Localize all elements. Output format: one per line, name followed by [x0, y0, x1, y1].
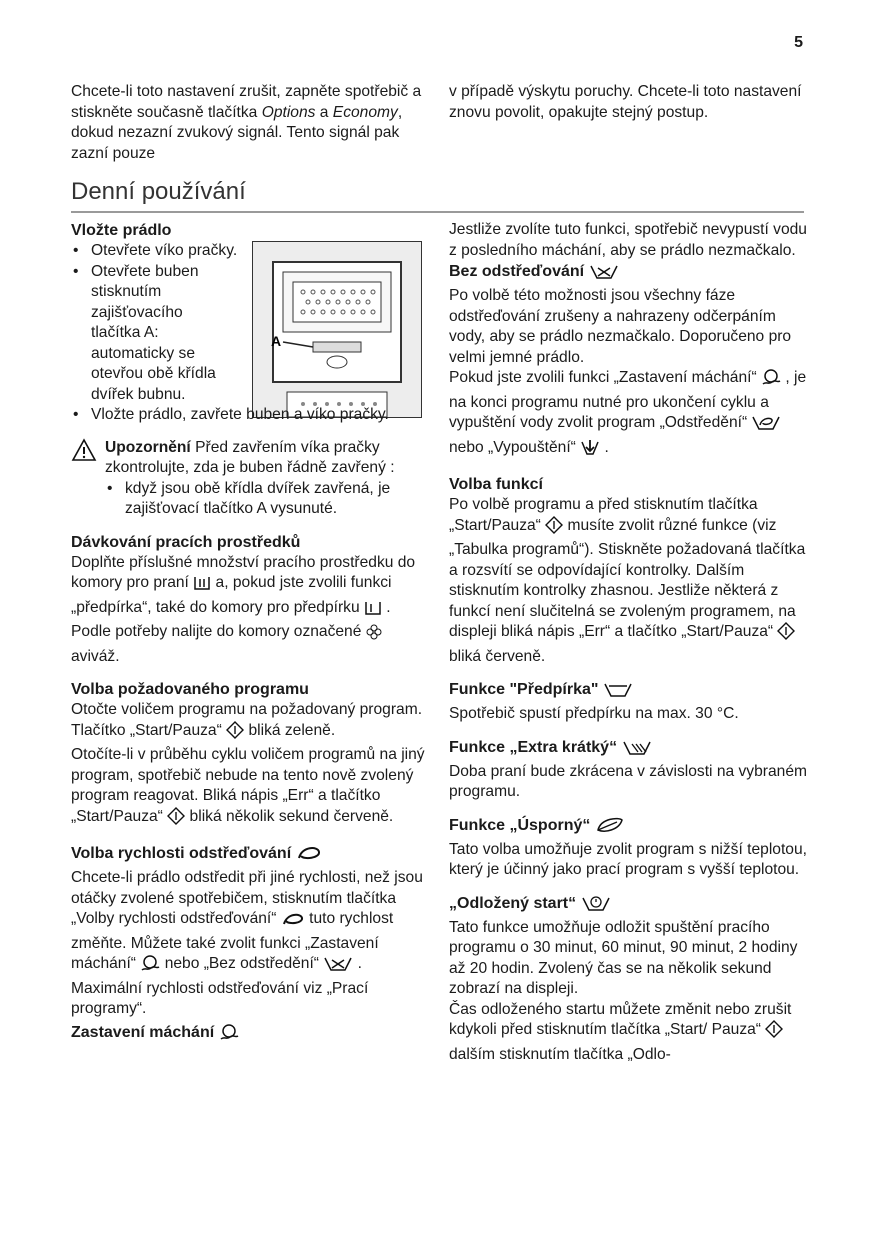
start-pause-icon	[777, 622, 795, 647]
figure-label: A	[271, 333, 282, 349]
spin-speed-icon	[296, 844, 322, 868]
section-title: Denní používání	[71, 178, 246, 205]
start-pause-icon	[545, 516, 563, 541]
prewash-heading: Funkce "Předpírka"	[449, 681, 599, 698]
warning-box: Upozornění Před zavřením víka pračky zkontrolujte, zda je buben řádně zavřený : • když jsou obě křídla dvířek zavřená, je zajišťovací tlačítko A vysunuté.	[71, 438, 431, 520]
delay-section: „Odložený start“ Tato funkce umožňuje odložit spuštění pracího programu o 30 minut, 60 minut, 90 minut, 2 hodiny až 20 hodin. Zvolený čas se na několik sekund zobrazí na displeji. Čas odloženého startu můžete změnit nebo zrušit kdykoli před stisknutím tlačítka „Start/ Pauza“ dalším stisknutím tlačítka „Odlo-	[449, 894, 798, 1063]
eco-section: Funkce „Úsporný“ Tato volba umožňuje zvolit program s nižší teplotou, který je účinný jako prací program s vyšší teplotou.	[449, 816, 807, 878]
right-column: Jestliže zvolíte tuto funkci, spotřebič nevypustí vodu z posledního máchání, aby se prádlo nezmačkalo. Bez odstřeďování Po volbě této možnosti jsou všechny fáze odstřeďování zrušeny a nahrazeny odčerpáním vody, aby se prádlo nezmačkalo. Doporučeno pro velmi jemné prádlo. Pokud jste zvolili funkci „Zastavení máchání“ , je na konci programu nutné pro ukončení cyklu a vypuštění vody zvolit program „Odstředění“ nebo „Vypouštění“ . Volba funkcí Po volbě programu a před stisknutím tlačítka „Start/Pauza“ musíte zvolit různé funkce (viz „Tabulka programů“). Stiskněte požadovaná tlačítka a rozsvítí se odpovídající kontrolky. Dalším stisknutím kontrolky zhasnou. Jestliže některá z funkcí není slučitelná se zvoleným programem, na displeji bliká nápis „Err“ a tlačítko „Start/Pauza“ bliká červeně. Funkce "Předpírka" Spotřebič spustí předpírku na max. 30 °C. Funkce „Extra krátký“ Doba praní bude zkrácena v závislosti na vybraném programu. Funkce „Úsporný“ Tato volba umožňuje zvolit program s nižší teplotou, který je účinný jako prací program s vyšší teplotou. „Odložený start“ Tato funkce umožňuje odložit spuštění pracího programu o 30 minut, 60 minut, 90 minut, 2 hodiny až 20 hodin. Zvolený čas se na několik sekund zobrazí na displeji. Čas odloženého startu můžete změnit nebo zrušit kdykoli před stisknutím tlačítka „Start/ Pauza“ dalším stisknutím tlačítka „Odlo-	[449, 220, 807, 1065]
prewash-section: Funkce "Předpírka" Spotřebič spustí předpírku na max. 30 °C.	[449, 681, 739, 722]
no-spin-icon	[589, 262, 619, 286]
spin-speed-icon	[281, 911, 305, 934]
warning-icon	[71, 438, 97, 520]
load-heading: Vložte prádlo	[71, 222, 172, 239]
list-item: • Vložte prádlo, zavřete buben a víko pračky.	[91, 405, 431, 426]
page-number: 5	[794, 34, 803, 51]
prewash-icon	[603, 680, 633, 704]
spin-program-icon	[751, 413, 781, 438]
main-wash-compartment-icon	[193, 575, 211, 598]
list-item: • Otevřete buben stisknutím zajišťovacího tlačítka A: automaticky se otevřou obě křídla dvířek bubnu.	[91, 262, 226, 406]
functions-section: Volba funkcí Po volbě programu a před stisknutím tlačítka „Start/Pauza“ musíte zvolit různé funkce (viz „Tabulka programů“). Stiskněte požadovaná tlačítka a rozsvítí se odpovídající kontrolky. Dalším stisknutím kontrolky zhasnou. Jestliže některá z funkcí není slučitelná se zvoleným programem, na displeji bliká nápis „Err“ a tlačítko „Start/Pauza“ bliká červeně.	[449, 476, 806, 665]
rinse-hold-icon	[219, 1023, 239, 1047]
extra-short-section: Funkce „Extra krátký“ Doba praní bude zkrácena v závislosti na vybraném programu.	[449, 738, 807, 800]
drain-icon	[580, 438, 600, 463]
intro-left: Chcete-li toto nastavení zrušit, zapněte spotřebič a stiskněte současně tlačítka Options a Economy, dokud nezazní zvukový signál. Tento signál pak zazní pouze	[71, 83, 422, 162]
spin-section: Volba rychlosti odstřeďování Chcete-li prádlo odstředit při jiné rychlosti, než jsou otáčky zvolené spotřebičem, stisknutím tlačítka „Volby rychlosti odstřeďování“ tuto rychlost změňte. Můžete také zvolit funkci „Zastavení máchání“ nebo „Bez odstředění“ . Maximální rychlosti odstřeďování viz „Prací programy“. Zastavení máchání	[71, 843, 431, 1047]
warning-bullet: • když jsou obě křídla dvířek zavřená, je zajišťovací tlačítko A vysunuté.	[125, 479, 431, 520]
no-spin-heading: Bez odstřeďování	[449, 263, 585, 280]
extra-short-heading: Funkce „Extra krátký“	[449, 738, 618, 756]
spin-heading: Volba rychlosti odstřeďování	[71, 845, 292, 862]
rinse-hold-icon	[140, 954, 160, 979]
section-divider	[71, 211, 804, 213]
delay-heading: „Odložený start“	[449, 894, 577, 912]
dosing-section: Dávkování pracích prostředků Doplňte příslušné množství pracího prostředku do komory pro praní a, pokud jste zvolili funkci „předpírka“, také do komory pro předpírku . Podle potřeby nalijte do komory označené aviváž.	[71, 532, 431, 668]
eco-heading: Funkce „Úsporný“	[449, 816, 591, 834]
prewash-compartment-icon	[364, 600, 382, 623]
dosing-heading: Dávkování pracích prostředků	[71, 533, 301, 551]
rinse-hold-icon	[761, 368, 781, 393]
rinse-hold-text: Jestliže zvolíte tuto funkci, spotřebič nevypustí vodu z posledního máchání, aby se prádlo nezmačkalo.	[449, 221, 807, 259]
functions-heading: Volba funkcí	[449, 476, 543, 493]
warning-label: Upozornění	[105, 438, 191, 456]
softener-flower-icon	[366, 624, 382, 647]
no-spin-icon	[323, 954, 353, 979]
left-column	[71, 220, 431, 1047]
intro-right: v případě výskytu poruchy. Chcete-li toto nastavení znovu povolit, opakujte stejný postup.	[449, 83, 802, 121]
delay-start-icon	[581, 894, 611, 918]
rinse-hold-heading: Zastavení máchání	[71, 1023, 215, 1041]
program-heading: Volba požadovaného programu	[71, 681, 309, 698]
extra-short-icon	[622, 738, 652, 762]
start-pause-icon	[167, 807, 185, 832]
list-item: • Otevřete víko pračky.	[91, 241, 241, 262]
start-pause-icon	[226, 721, 244, 746]
load-list	[71, 241, 431, 426]
start-pause-icon	[765, 1020, 783, 1045]
program-section: Volba požadovaného programu Otočte voličem programu na požadovaný program. Tlačítko „Start/Pauza“ bliká zeleně. Otočíte-li v průběhu cyklu voličem programů na jiný program, spotřebič nebude na tento nově zvolený program reagovat. Bliká nápis „Err“ a tlačítko „Start/Pauza“ bliká několik sekund červeně.	[71, 679, 431, 831]
eco-leaf-icon	[595, 816, 625, 840]
